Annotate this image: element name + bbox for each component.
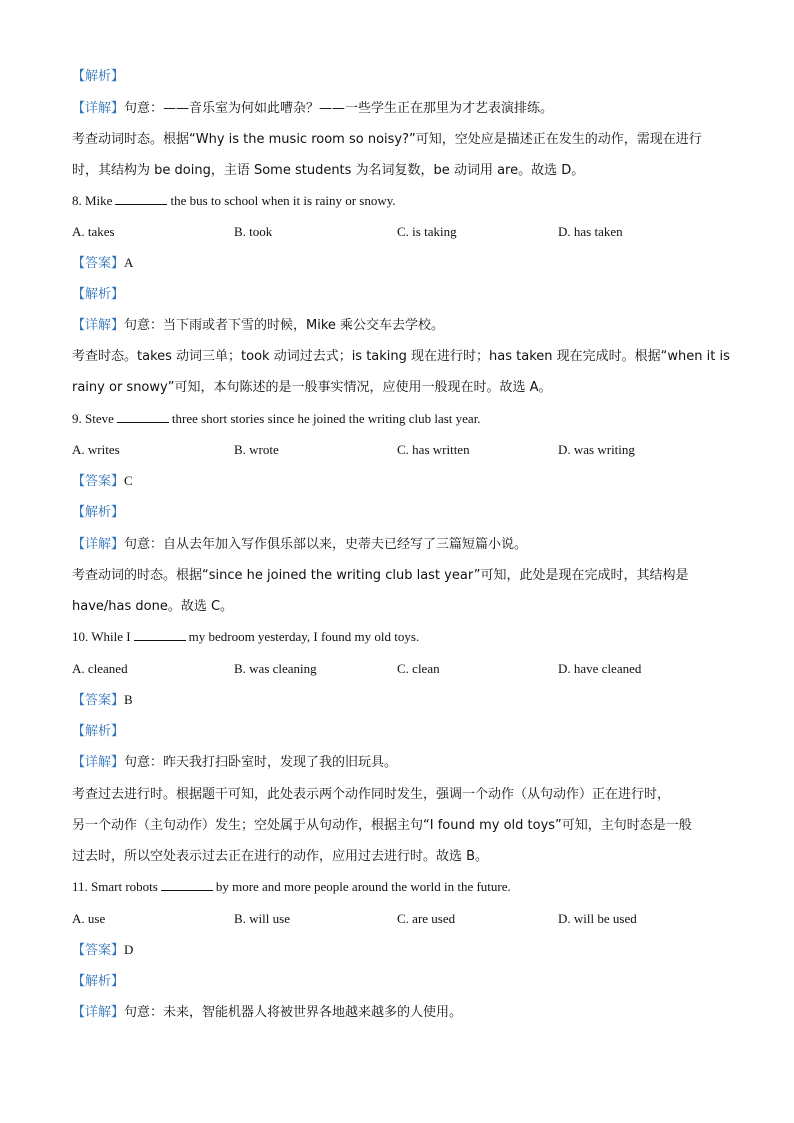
explanation-line: 过去时，所以空处表示过去正在进行的动作，应用过去进行时。故选 B。 (72, 849, 489, 864)
answer-blank (161, 878, 213, 891)
answer-blank (117, 410, 169, 423)
detail-line: 【详解】句意：昨天我打扫卧室时，发现了我的旧玩具。 (72, 755, 398, 770)
option-d: D. was writing (558, 442, 635, 457)
option-c: C. is taking (397, 224, 457, 239)
question-stem: 9. Steve three short stories since he joined the writing club last year. (72, 411, 481, 426)
explanation-line: 考查时态。takes 动词三单；took 动词过去式；is taking 现在进行时；has taken 现在完成时。根据“when it is (72, 349, 730, 364)
option-b: B. was cleaning (234, 661, 317, 676)
option-d: D. has taken (558, 224, 623, 239)
option-c: C. are used (397, 911, 456, 926)
answer-line: 【答案】A (72, 255, 134, 271)
option-a: A. use (72, 911, 106, 926)
option-c: C. clean (397, 661, 440, 676)
analysis-heading: 【解析】 (72, 287, 125, 302)
option-d: D. will be used (558, 911, 637, 926)
option-d: D. have cleaned (558, 661, 642, 676)
explanation-line: 考查动词的时态。根据“since he joined the writing club last year”可知，此处是现在完成时，其结构是 (72, 568, 689, 583)
option-a: A. writes (72, 442, 120, 457)
answer-blank (134, 628, 186, 641)
analysis-heading: 【解析】 (72, 69, 125, 84)
detail-line: 【详解】句意：未来，智能机器人将被世界各地越来越多的人使用。 (72, 1005, 463, 1020)
answer-line: 【答案】C (72, 473, 133, 489)
option-b: B. will use (234, 911, 290, 926)
question-stem: 8. Mike the bus to school when it is rainy or snowy. (72, 193, 396, 208)
answer-line: 【答案】B (72, 692, 133, 708)
explanation-line: 考查动词时态。根据“Why is the music room so noisy?”可知，空处应是描述正在发生的动作，需现在进行 (72, 132, 702, 147)
question-stem: 10. While I my bedroom yesterday, I found my old toys. (72, 629, 420, 644)
explanation-line: 时，其结构为 be doing，主语 Some students 为名词复数，be 动词用 are。故选 D。 (72, 163, 585, 178)
option-b: B. wrote (234, 442, 279, 457)
answer-line: 【答案】D (72, 942, 134, 958)
option-a: A. takes (72, 224, 115, 239)
detail-line: 【详解】句意：自从去年加入写作俱乐部以来，史蒂夫已经写了三篇短篇小说。 (72, 537, 528, 552)
option-b: B. took (234, 224, 273, 239)
explanation-line: have/has done。故选 C。 (72, 599, 234, 614)
explanation-line: 考查过去进行时。根据题干可知，此处表示两个动作同时发生，强调一个动作（从句动作）正在进行时， (72, 787, 671, 802)
option-c: C. has written (397, 442, 470, 457)
explanation-line: rainy or snowy”可知，本句陈述的是一般事实情况，应使用一般现在时。故选 A。 (72, 380, 552, 395)
explanation-line: 另一个动作（主句动作）发生；空处属于从句动作，根据主句“I found my old toys”可知，主句时态是一般 (72, 818, 692, 833)
detail-line: 【详解】句意：当下雨或者下雪的时候，Mike 乘公交车去学校。 (72, 318, 445, 333)
analysis-heading: 【解析】 (72, 724, 125, 739)
detail-line: 【详解】句意：——音乐室为何如此嘈杂？——一些学生正在那里为才艺表演排练。 (72, 101, 554, 116)
question-stem: 11. Smart robots by more and more people around the world in the future. (72, 879, 511, 894)
answer-blank (115, 192, 167, 205)
analysis-heading: 【解析】 (72, 974, 125, 989)
option-a: A. cleaned (72, 661, 128, 676)
analysis-heading: 【解析】 (72, 505, 125, 520)
